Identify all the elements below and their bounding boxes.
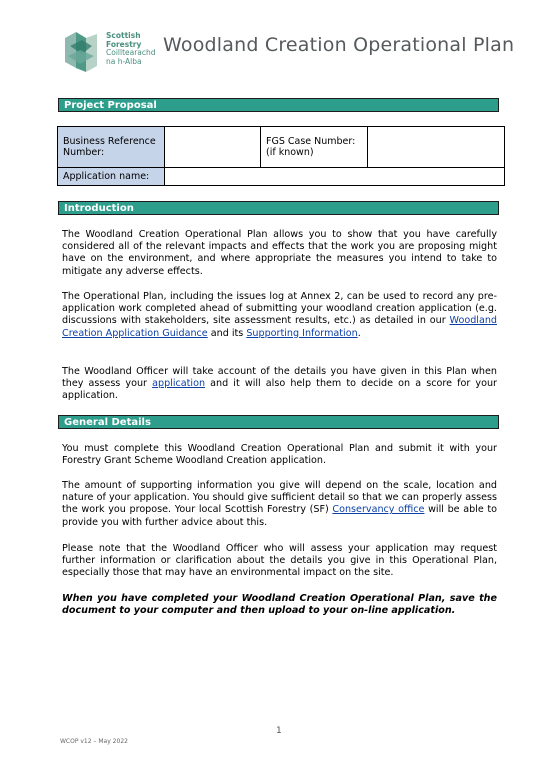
- org-gaelic-line1: Coilltearachd: [106, 48, 156, 58]
- general-paragraph-4-instruction: When you have completed your Woodland Creation Operational Plan, save the document to your computer and then upload to your on-line application.: [62, 593, 497, 617]
- fgs-case-number-field[interactable]: [368, 127, 505, 168]
- general-paragraph-2: [62, 480, 497, 529]
- project-proposal-form: [57, 126, 505, 186]
- org-line2: Forestry: [106, 39, 142, 49]
- general-p2-text-b: will be able to provide you with further advice about this.: [62, 504, 497, 528]
- intro-p2-text-a: The Operational Plan, including the issues log at Annex 2, can be used to record any pre-application work completed ahead of submitting your woodland creation application (e.g. discussions with stakeholders, site assessment results, etc.) as detailed in our: [62, 291, 497, 327]
- intro-paragraph-3: [62, 366, 497, 403]
- general-paragraph-1: You must complete this Woodland Creation Operational Plan and submit it with your Forestry Grant Scheme Woodland Creation application.: [62, 443, 497, 467]
- intro-paragraph-2: [62, 291, 497, 340]
- conservancy-office-link[interactable]: Conservancy office: [332, 504, 425, 516]
- application-name-label: Application name:: [58, 168, 165, 186]
- fgs-case-number-label: FGS Case Number: (if known): [261, 127, 368, 168]
- org-line1: Scottish: [106, 31, 141, 40]
- intro-p3-text-b: and it will also help them to decide on a score for your application.: [62, 378, 497, 402]
- application-name-field[interactable]: [165, 168, 505, 186]
- intro-p2-text-c: .: [357, 327, 361, 339]
- scottish-forestry-logo: [62, 28, 100, 76]
- page-number: 1: [276, 726, 282, 736]
- document-title: Woodland Creation Operational Plan: [163, 34, 515, 56]
- organisation-name: [106, 32, 156, 66]
- general-paragraph-3: Please note that the Woodland Officer who will assess your application may request further information or clarification about the details you give in this Operational Plan, especially those that may have an environmental impact on the site.: [62, 543, 497, 579]
- intro-p2-text-b: and its: [207, 327, 247, 339]
- supporting-information-link[interactable]: Supporting Information: [246, 327, 358, 339]
- version-footer: WCOP v12 – May 2022: [60, 738, 128, 745]
- intro-p3-text-a: The Woodland Officer will take account of the details you have given in this Plan when they assess your: [62, 366, 497, 390]
- woodland-creation-guidance-link[interactable]: Woodland Creation Application Guidance: [62, 315, 497, 339]
- intro-paragraph-1: The Woodland Creation Operational Plan allows you to show that you have carefully considered all of the relevant impacts and effects that the work you are proposing might have on the environment, and where appropriate the measures you intend to take to mitigate any adverse effects.: [62, 229, 497, 277]
- section-heading-project-proposal: Project Proposal: [58, 98, 499, 112]
- section-heading-introduction: Introduction: [58, 201, 499, 215]
- business-reference-field[interactable]: [165, 127, 261, 168]
- section-heading-general-details: General Details: [58, 415, 499, 429]
- general-p2-text-a: The amount of supporting information you give will depend on the scale, location and nature of your application. You should give sufficient detail so that we can properly assess the work you propose. Your local Scottish Forestry (SF): [62, 480, 497, 516]
- org-gaelic-line2: na h-Alba: [106, 56, 142, 66]
- application-link[interactable]: application: [152, 378, 206, 390]
- business-reference-label: Business Reference Number:: [58, 127, 165, 168]
